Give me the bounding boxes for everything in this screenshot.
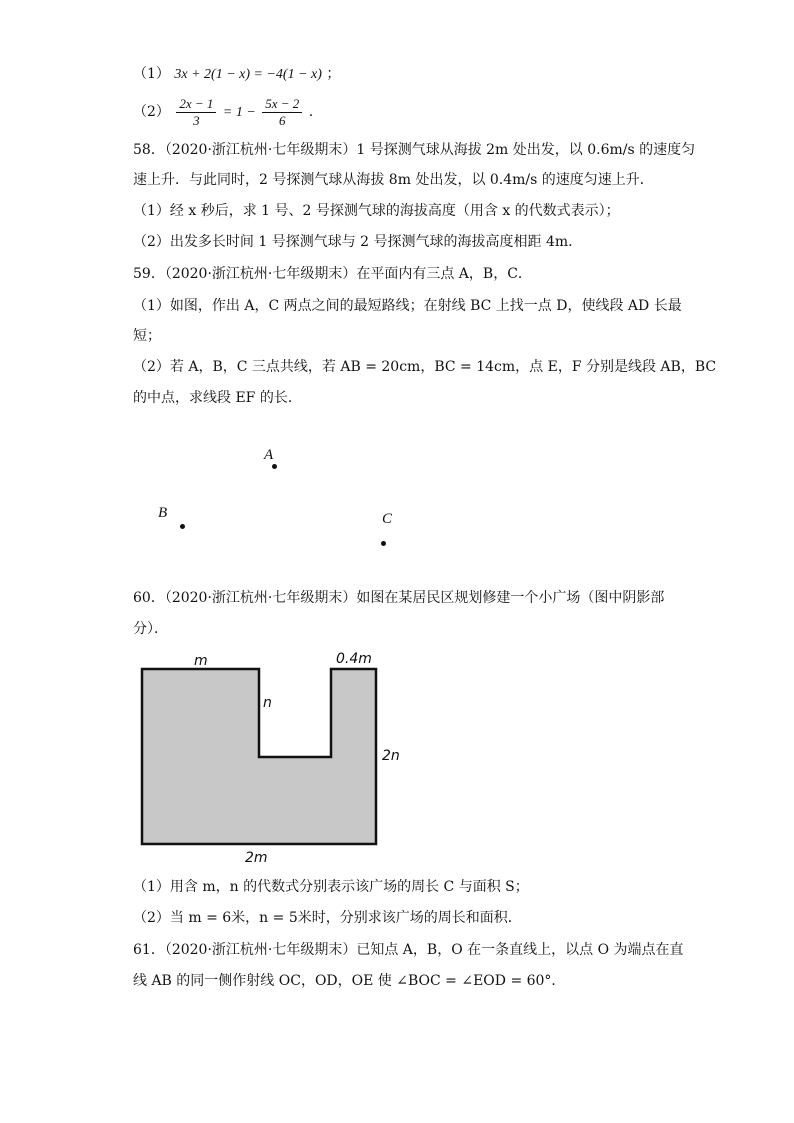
point-b-label: B — [158, 505, 168, 521]
q59-part2-line2: 的中点，求线段 EF 的长． — [133, 390, 302, 406]
q59-line1: 59．（2020·浙江杭州·七年级期末）在平面内有三点 A，B，C． — [133, 266, 532, 282]
q57-part1-end: ； — [326, 66, 341, 82]
plaza-shape — [142, 669, 376, 844]
q60-line2: 分）． — [133, 621, 168, 637]
q60-part1: （1）用含 m，n 的代数式分别表示该广场的周长 C 与面积 S； — [133, 879, 529, 895]
q57-part2-end: . — [308, 104, 314, 120]
label-top-left-m: m — [194, 653, 208, 669]
q57-fraction-left-numerator: 2x − 1 — [176, 96, 216, 113]
q59-part1-line1: （1）如图，作出 A，C 两点之间的最短路线；在射线 BC 上找一点 D，使线段 AD 长最 — [133, 298, 682, 314]
label-top-right-04m: 0.4m — [336, 651, 372, 667]
q57-fraction-right-denominator: 6 — [279, 112, 286, 128]
label-right-2n: 2n — [382, 748, 400, 764]
label-bottom-2m: 2m — [245, 850, 268, 866]
q57-fraction-right-numerator: 5x − 2 — [262, 96, 302, 113]
q57-part1-label: （1） — [133, 66, 170, 82]
q57-part1-equation: 3x + 2(1 − x) = −4(1 − x) — [174, 67, 322, 82]
q59-part1-line2: 短； — [133, 328, 161, 344]
label-notch-n: n — [263, 695, 272, 711]
q61-line1: 61．（2020·浙江杭州·七年级期末）已知点 A，B，O 在一条直线上，以点 O 为端点在直 — [133, 942, 684, 958]
q58-line2: 速上升．与此同时，2 号探测气球从海拔 8m 处出发，以 0.4m/s 的速度匀速上升． — [133, 172, 654, 188]
q60-line1: 60．（2020·浙江杭州·七年级期末）如图在某居民区规划修建一个小广场（图中阴影部 — [133, 590, 665, 606]
point-c-label: C — [382, 511, 393, 527]
q58-part2: （2）出发多长时间 1 号探测气球与 2 号探测气球的海拔高度相距 4m． — [133, 234, 583, 250]
q57-part2-middle: = 1 − — [222, 105, 256, 120]
point-a-label: A — [264, 447, 274, 463]
q57-part2-label: （2） — [133, 104, 170, 120]
q57-fraction-left-denominator: 3 — [193, 112, 200, 128]
q61-line2: 线 AB 的同一侧作射线 OC，OD，OE 使 ∠BOC = ∠EOD = 60°． — [133, 973, 566, 989]
q58-part1: （1）经 x 秒后，求 1 号、2 号探测气球的海拔高度（用含 x 的代数式表示）； — [133, 203, 620, 219]
q58-line1: 58．（2020·浙江杭州·七年级期末）1 号探测气球从海拔 2m 处出发，以 0.6m/s 的速度匀 — [133, 142, 696, 158]
q60-part2: （2）当 m = 6米，n = 5米时，分别求该广场的周长和面积． — [133, 910, 522, 926]
q59-part2-line1: （2）若 A，B，C 三点共线，若 AB = 20cm，BC = 14cm，点 E，F 分别是线段 AB，BC — [133, 359, 717, 375]
